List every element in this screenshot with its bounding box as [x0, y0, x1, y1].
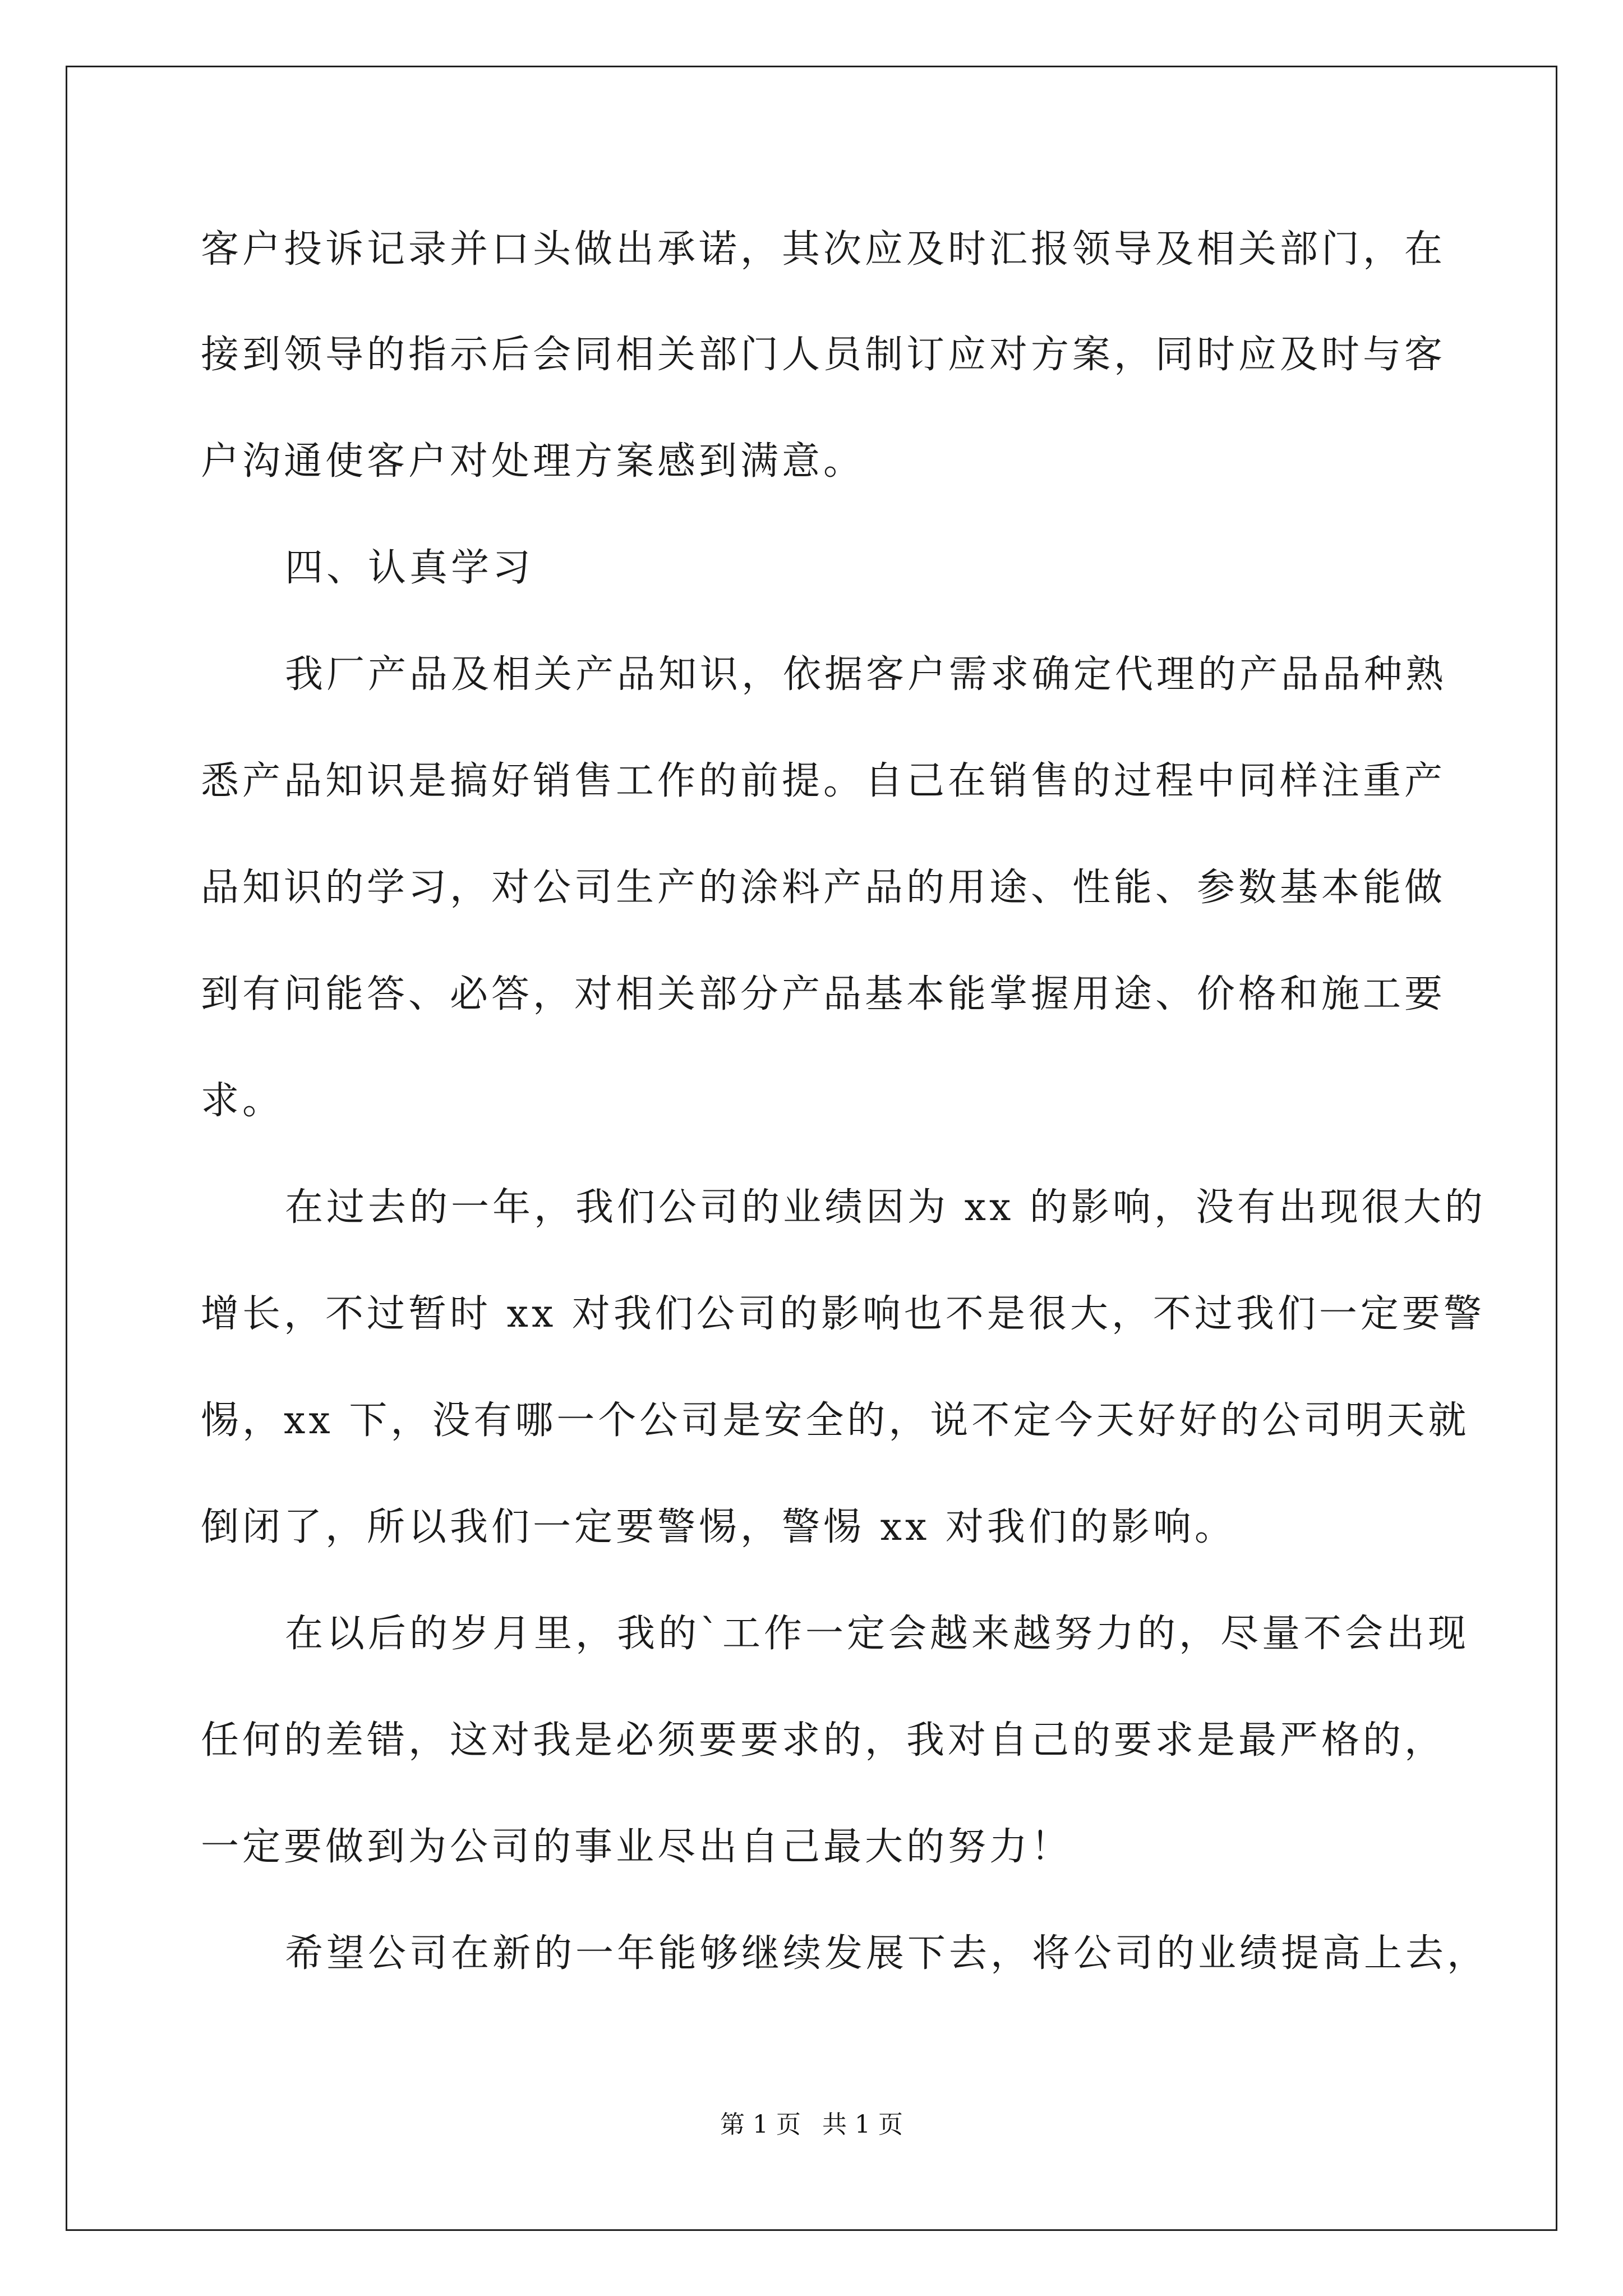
text-line: 希望公司在新的一年能够继续发展下去，将公司的业绩提高上去，: [285, 1931, 1489, 1976]
text-line: 在过去的一年，我们公司的业绩因为 xx 的影响，没有出现很大的: [285, 1185, 1486, 1230]
text-line: 品知识的学习，对公司生产的涂料产品的用途、性能、参数基本能做: [201, 866, 1446, 910]
text-line: 户沟通使客户对处理方案感到满意。: [201, 439, 865, 484]
text-line: 在以后的岁月里，我的`工作一定会越来越努力的，尽量不会出现: [285, 1612, 1470, 1656]
page-border: [66, 66, 1557, 2231]
text-line: 我厂产品及相关产品知识，依据客户需求确定代理的产品品种熟: [285, 652, 1447, 697]
text-line: 倒闭了，所以我们一定要警惕，警惕 xx 对我们的影响。: [201, 1505, 1236, 1549]
text-line: 惕，xx 下，没有哪一个公司是安全的，说不定今天好好的公司明天就: [201, 1398, 1470, 1443]
text-line: 接到领导的指示后会同相关部门人员制订应对方案，同时应及时与客: [201, 333, 1446, 377]
text-line: 一定要做到为公司的事业尽出自己最大的努力！: [201, 1825, 1073, 1869]
page-total: 共 1 页: [822, 2110, 903, 2139]
text-line: 客户投诉记录并口头做出承诺，其次应及时汇报领导及相关部门，在: [201, 227, 1446, 272]
page-number: 第 1 页: [720, 2110, 801, 2139]
text-line: 悉产品知识是搞好销售工作的前提。自己在销售的过程中同样注重产: [201, 759, 1446, 803]
text-line: 求。: [201, 1079, 284, 1123]
page-footer: [0, 2108, 1623, 2142]
section-heading: 四、认真学习: [285, 546, 534, 590]
text-line: 到有问能答、必答，对相关部分产品基本能掌握用途、价格和施工要: [201, 972, 1446, 1016]
text-line: 增长，不过暂时 xx 对我们公司的影响也不是很大，不过我们一定要警: [201, 1292, 1485, 1336]
text-line: 任何的差错，这对我是必须要要求的，我对自己的要求是最严格的，: [201, 1718, 1446, 1763]
